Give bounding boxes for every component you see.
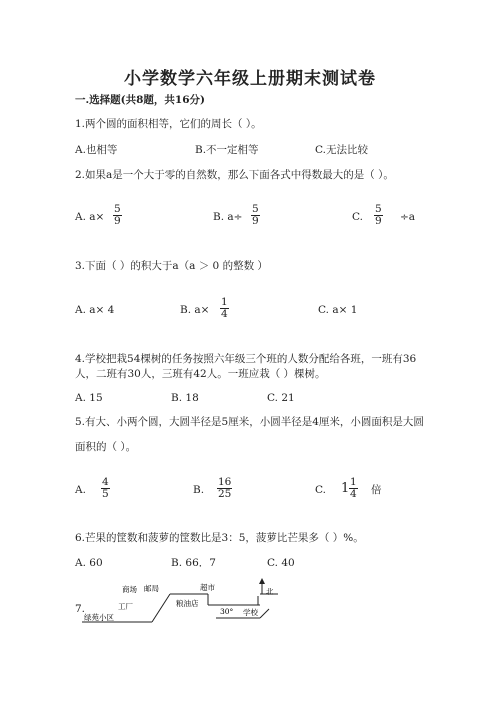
question-6-option-a[interactable]: A. 60 <box>75 557 103 569</box>
question-2-stem: 2.如果a是一个大于零的自然数，那么下面各式中得数最大的是（ ）。 <box>75 169 394 181</box>
fraction: $\frac{4}{5}$ <box>102 476 109 500</box>
question-4-option-a[interactable]: A. 15 <box>75 392 103 404</box>
map-label: 工厂 <box>118 602 133 611</box>
question-2-option-b[interactable] <box>213 204 303 230</box>
option-label: C. <box>315 484 326 496</box>
question-3-option-a[interactable]: A. a× 4 <box>75 304 115 316</box>
question-6-stem: 6.芒果的筐数和菠萝的筐数比是3：5，菠萝比芒果多（ ）%。 <box>75 532 364 544</box>
question-3-option-b[interactable] <box>180 297 250 323</box>
option-label: A. <box>75 484 86 496</box>
question-4-line-1: 4.学校把栽54棵树的任务按照六年级三个班的人数分配给各班，一班有36 <box>75 353 417 365</box>
map-label: 超市 <box>200 583 215 592</box>
option-label: B. a÷ <box>213 211 243 223</box>
question-5-option-a[interactable] <box>75 477 135 503</box>
map-label: 北 <box>266 587 274 596</box>
map-label: 30° <box>220 607 234 616</box>
question-1-option-c[interactable]: C.无法比较 <box>315 144 368 156</box>
page-title: 小学数学六年级上册期末测试卷 <box>124 69 376 89</box>
section-heading: 一.选择题(共8题，共16分) <box>75 94 206 106</box>
question-6-option-c[interactable]: C. 40 <box>267 557 295 569</box>
fraction: $\frac{16}{25}$ <box>218 476 232 500</box>
option-suffix: ÷a <box>400 211 416 223</box>
fraction: $\frac{5}{9}$ <box>375 203 382 227</box>
question-7-stem: 7. <box>75 603 86 615</box>
map-label: 邮局 <box>144 584 159 593</box>
option-label: A. a× <box>75 211 105 223</box>
fraction: $\frac{1}{4}$ <box>350 476 357 500</box>
map-label: 学校 <box>243 608 258 617</box>
fraction: $\frac{5}{9}$ <box>114 203 121 227</box>
question-5-option-b[interactable] <box>193 477 253 503</box>
option-label: C. <box>352 211 363 223</box>
question-3-option-c[interactable]: C. a× 1 <box>318 304 358 316</box>
road-segment <box>260 609 269 618</box>
road-segment <box>152 594 170 622</box>
option-suffix: 倍 <box>371 484 382 496</box>
question-2-option-a[interactable] <box>75 204 165 230</box>
question-5-option-c[interactable] <box>315 477 395 503</box>
north-arrow-icon <box>259 578 265 584</box>
question-7-route-map <box>80 578 295 628</box>
question-4-option-c[interactable]: C. 21 <box>267 392 295 404</box>
question-6-option-b[interactable]: B. 66．7 <box>171 557 216 569</box>
mixed-whole: 1 <box>341 481 350 496</box>
fraction: $\frac{5}{9}$ <box>252 203 259 227</box>
question-5-line-2: 面积的（ ）。 <box>75 441 137 453</box>
question-1-stem: 1.两个圆的面积相等，它们的周长（ ）。 <box>75 118 262 130</box>
map-label: 粮油店 <box>176 599 199 608</box>
question-2-option-c[interactable] <box>352 204 442 230</box>
question-5-line-1: 5.有大、小两个圆，大圆半径是5厘米，小圆半径是4厘米，小圆面积是大圆 <box>75 416 424 428</box>
question-1-option-b[interactable]: B.不一定相等 <box>195 144 259 156</box>
fraction: $\frac{1}{4}$ <box>221 296 228 320</box>
question-3-stem: 3.下面（ ）的积大于a（a ＞ 0 的整数 ） <box>75 260 268 272</box>
option-label: B. a× <box>180 304 210 316</box>
question-4-option-b[interactable]: B. 18 <box>171 392 199 404</box>
question-1-option-a[interactable]: A.也相等 <box>75 144 118 156</box>
map-label: 绿苑小区 <box>84 613 114 622</box>
map-label: 商场 <box>122 585 137 594</box>
option-label: B. <box>193 484 205 496</box>
question-4-line-2: 人，二班有30人，三班有42人。一班应栽（ ）棵树。 <box>75 368 326 380</box>
